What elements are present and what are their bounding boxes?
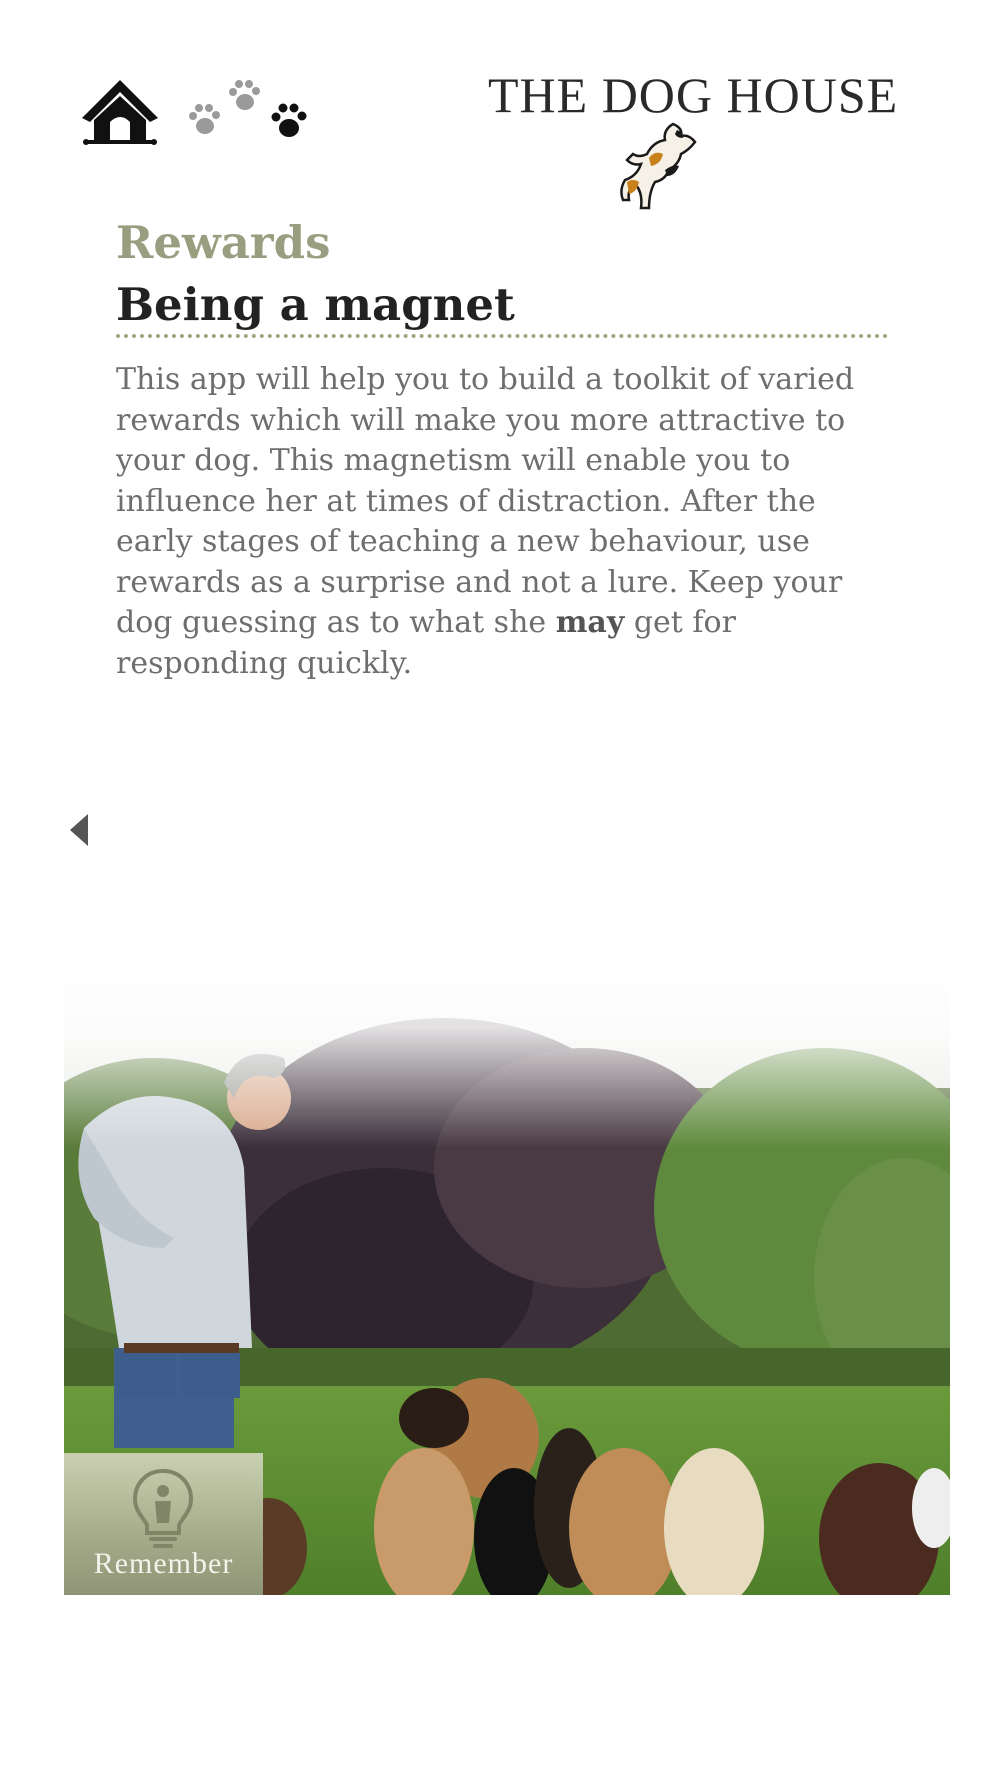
intro-text-end: get for responding quickly.: [116, 605, 736, 681]
home-button[interactable]: [80, 78, 160, 146]
intro-emphasis: may: [555, 605, 625, 640]
dotted-divider: [116, 334, 888, 338]
intro-text-start: This app will help you to build a toolkit of varied rewards which will make you more attractive to your dog. This magnetism will enable you to influence her at times of distraction. After the early stages of teaching a new behaviour, use rewards as a surprise and not a lure. Keep your dog guessing as to what she: [116, 362, 855, 640]
intro-paragraph: [116, 360, 896, 684]
triangle-left-icon: [68, 812, 92, 848]
photo-fade-overlay: [64, 948, 950, 1148]
remember-label: Remember: [93, 1547, 234, 1580]
dog-house-icon: [80, 78, 160, 146]
paw-prints-icon: [185, 80, 315, 150]
lightbulb-person-icon: [129, 1467, 197, 1551]
dog-illustration-icon: [603, 120, 713, 212]
previous-page-button[interactable]: [68, 812, 92, 848]
section-title: Rewards: [116, 216, 331, 269]
brand-logo: [488, 67, 933, 210]
logo-text: THE DOG HOUSE: [488, 67, 899, 123]
page-title: Being a magnet: [116, 278, 515, 331]
remember-button[interactable]: [64, 1453, 263, 1595]
